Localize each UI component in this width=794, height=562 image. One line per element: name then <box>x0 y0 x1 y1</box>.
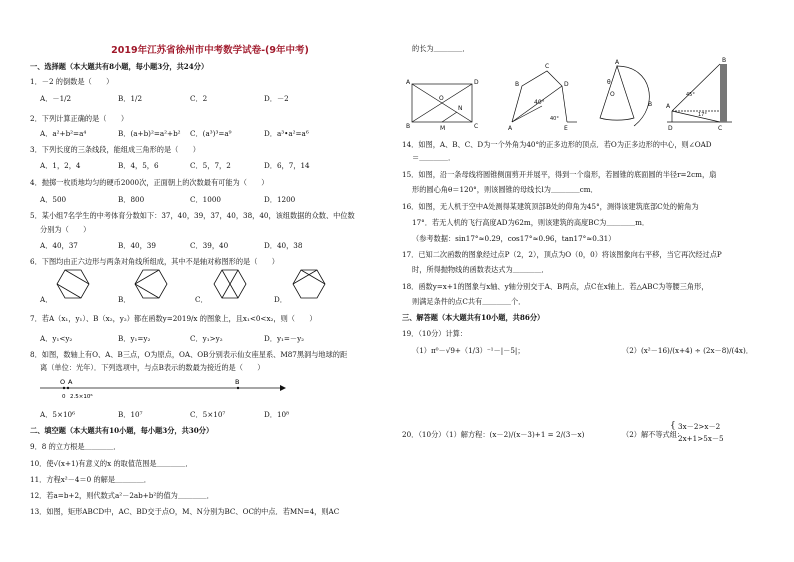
figures-13-to-16 <box>402 56 772 136</box>
q3-option-d: D．6，7，14 <box>264 161 310 170</box>
axis-label-b: B <box>235 378 240 386</box>
svg-text:C: C <box>545 63 550 70</box>
q5-option-b: B．40，39 <box>118 241 156 250</box>
q6-option-b: B． <box>118 295 131 304</box>
svg-text:O: O <box>610 91 615 98</box>
question-15-line-1: 15．如图，沿一条母线将圆锥侧面剪开并展平，得到一个扇形，若圆锥的底面圆的半径r=2cm，扇 <box>402 170 717 179</box>
page-title: 2019年江苏省徐州市中考数学试卷-(9年中考) <box>111 45 309 56</box>
q2-option-c: C．(a³)³=a⁹ <box>190 129 232 138</box>
svg-text:B: B <box>515 81 520 88</box>
svg-text:M: M <box>440 125 446 132</box>
right-column <box>402 0 772 562</box>
svg-text:A: A <box>508 125 513 132</box>
question-9: 9．8 的立方根是＿＿＿＿． <box>30 442 121 451</box>
q8-option-c: C．5×10⁷ <box>190 410 226 419</box>
svg-text:E: E <box>564 125 568 132</box>
question-5-line-1: 5．某小组7名学生的中考体育分数如下：37，40，39，37，40，38，40，该组数据的众数、中位数 <box>30 211 355 220</box>
question-10: 10．使√(x+1)有意义的x 的取值范围是＿＿＿＿． <box>30 459 193 468</box>
left-column <box>30 0 390 562</box>
svg-text:B: B <box>648 101 653 108</box>
svg-text:B: B <box>406 123 411 130</box>
svg-text:A: A <box>666 103 671 110</box>
svg-text:O: O <box>439 95 444 102</box>
axis-label-a: A <box>68 378 73 386</box>
q1-option-b: B．1/2 <box>118 94 143 103</box>
q1-option-d: D．－2 <box>264 94 289 103</box>
inequality-2: 2x+1>5x－5 <box>678 434 724 443</box>
svg-text:N: N <box>458 105 463 112</box>
q7-option-c: C．y₁>y₂ <box>190 334 223 343</box>
q4-option-d: D．1200 <box>264 195 296 204</box>
q6-option-c: C． <box>195 295 208 304</box>
question-5-line-2: 分别为（ ） <box>40 225 91 234</box>
question-20-part-2: （2）解不等式组： <box>622 430 685 439</box>
svg-text:45°: 45° <box>686 92 695 98</box>
question-7: 7．若A（x₁，y₁）、B（x₂，y₂）都在函数y=2019/x 的图象上，且x₁<0<x₂，则（ ） <box>30 314 317 323</box>
polygon-figure <box>512 71 577 122</box>
question-17-line-1: 17．已知二次函数的图象经过点P（2，2），顶点为O（0，0）将该图象向右平移，当它再次经过点P <box>402 250 722 259</box>
hexagon-c-icon <box>214 270 246 298</box>
question-17-line-2: 时，所得抛物线的函数表达式为＿＿＿＿． <box>412 265 549 274</box>
q2-option-a: A．a²+b²=a⁴ <box>40 129 87 138</box>
question-16-line-2: 17°．若无人机的飞行高度AD为62m，则该建筑的高度BC为＿＿＿＿m． <box>412 218 650 227</box>
q2-option-b: B．(a+b)²=a²+b² <box>118 129 181 138</box>
q7-option-b: B．y₁=y₂ <box>118 334 151 343</box>
building-bar <box>720 64 727 122</box>
question-12: 12．若a=b+2，则代数式a²－2ab+b²的值为＿＿＿＿． <box>30 491 214 500</box>
svg-text:θ: θ <box>607 79 611 86</box>
svg-text:A: A <box>615 59 620 66</box>
q6-option-a: A． <box>40 295 53 304</box>
section-2-heading: 二、填空题（本大题共有10小题，每小题3分，共30分） <box>30 426 214 435</box>
svg-text:17°: 17° <box>698 112 707 118</box>
axis-tick-zero: 0 <box>62 394 66 400</box>
q3-option-a: A．1，2，4 <box>40 161 81 170</box>
q3-option-b: B．4，5，6 <box>118 161 159 170</box>
inequality-brace: { <box>670 421 676 431</box>
question-1: 1．－2 的倒数是（ ） <box>30 77 114 86</box>
svg-text:A: A <box>406 79 411 86</box>
question-18-line-2: 则满足条件的点C共有＿＿＿＿个． <box>412 297 526 306</box>
question-3: 3．下列长度的三条线段，能组成三角形的是（ ） <box>30 145 200 154</box>
q8-option-b: B．10⁷ <box>118 410 143 419</box>
rectangle-figure <box>412 84 472 122</box>
inequality-1: 3x－2>x－2 <box>678 422 721 431</box>
question-19-part-1: （1）π⁰－√9+（1/3）⁻¹－|－5|； <box>412 346 525 355</box>
q8-option-d: D．10⁸ <box>264 410 289 419</box>
svg-text:D: D <box>668 125 673 132</box>
axis-tick-a-value: 2.5×10⁶ <box>70 394 93 400</box>
hexagon-d-icon <box>293 270 325 298</box>
question-14-line-2: ＝＿＿＿＿． <box>412 153 456 162</box>
svg-text:C: C <box>474 123 479 130</box>
q4-option-a: A．500 <box>40 195 67 204</box>
question-19-part-2: （2）(x²－16)/(x+4) ÷ (2x－8)/(4x)． <box>622 346 753 355</box>
q5-option-a: A．40，37 <box>40 241 78 250</box>
q8-option-a: A．5×10⁶ <box>40 410 76 419</box>
question-13-line-1: 13．如图，矩形ABCD中，AC、BD交于点O，M、N分别为BC、OC的中点．若MN=4，则AC <box>30 507 340 516</box>
question-2: 2．下列计算正确的是（ ） <box>30 114 129 123</box>
question-20-part-1: 20．（10分）（1）解方程：(x－2)/(x－3)+1 = 2/(3－x) <box>402 430 585 439</box>
q1-option-a: A．－1/2 <box>40 94 72 103</box>
question-18-line-1: 18．函数y=x+1的图象与x轴、y轴分别交于A、B两点，点C在x轴上．若△ABC为等腰三角形， <box>402 282 709 291</box>
question-14-line-1: 14．如图，A、B、C、D为一个外角为40°的正多边形的顶点．若O为正多边形的中心，则∠OAD <box>402 140 712 149</box>
q2-option-d: D．a³•a²=a⁶ <box>264 129 309 138</box>
svg-text:40°: 40° <box>534 99 545 106</box>
number-line-figure <box>40 376 290 406</box>
hexagon-a-icon <box>57 270 89 298</box>
axis-label-o: O <box>60 378 66 386</box>
question-6: 6．下图均由正六边形与两条对角线所组成，其中不是轴对称图形的是（ ） <box>30 257 279 266</box>
svg-text:D: D <box>474 79 479 86</box>
question-8-line-1: 8．如图，数轴上有O、A、B三点，O为原点，OA、OB分别表示仙女座星系、M87黑洞与地球的距 <box>30 350 348 359</box>
question-4: 4．抛掷一枚质地均匀的硬币2000次，正面朝上的次数最有可能为（ ） <box>30 178 269 187</box>
q6-option-d: D． <box>274 295 287 304</box>
svg-text:D: D <box>564 81 569 88</box>
q7-option-d: D．y₁=－y₂ <box>264 334 305 343</box>
question-15-line-2: 形的圆心角θ＝120°，则该圆锥的母线长l为＿＿＿＿cm． <box>412 185 598 194</box>
svg-text:C: C <box>718 125 723 132</box>
question-8-line-2: 离（单位：光年）．下列选项中，与点B表示的数最为接近的是（ ） <box>40 363 265 372</box>
q3-option-c: C．5，7，2 <box>190 161 231 170</box>
section-3-heading: 三、解答题（本大题共有10小题，共86分） <box>402 313 545 322</box>
section-1-heading: 一、选择题（本大题共有8小题，每小题3分，共24分） <box>30 62 209 71</box>
question-11: 11．方程x²－4＝0 的解是＿＿＿＿． <box>30 475 151 484</box>
q1-option-c: C．2 <box>190 94 208 103</box>
q4-option-b: B．800 <box>118 195 145 204</box>
question-16-line-3: （参考数据：sin17°≈0.29，cos17°≈0.96，tan17°≈0.31） <box>412 234 616 243</box>
q5-option-c: C．39，40 <box>190 241 229 250</box>
question-19: 19．（10分）计算： <box>402 329 468 338</box>
q4-option-c: C．1000 <box>190 195 221 204</box>
q7-option-a: A．y₁<y₂ <box>40 334 73 343</box>
svg-text:B: B <box>722 57 727 64</box>
q6-hexagon-figures <box>30 266 390 306</box>
q5-option-d: D．40，38 <box>264 241 303 250</box>
arrow-right-icon <box>280 385 286 391</box>
question-16-line-1: 16．如图，无人机于空中A处测得某建筑顶部B处的仰角为45°，测得该建筑底部C处的俯角为 <box>402 202 699 211</box>
question-13-line-2: 的长为＿＿＿＿． <box>412 44 470 53</box>
cone-sector-figure <box>600 66 649 126</box>
hexagon-b-icon <box>135 270 167 298</box>
svg-text:40°: 40° <box>550 116 559 122</box>
